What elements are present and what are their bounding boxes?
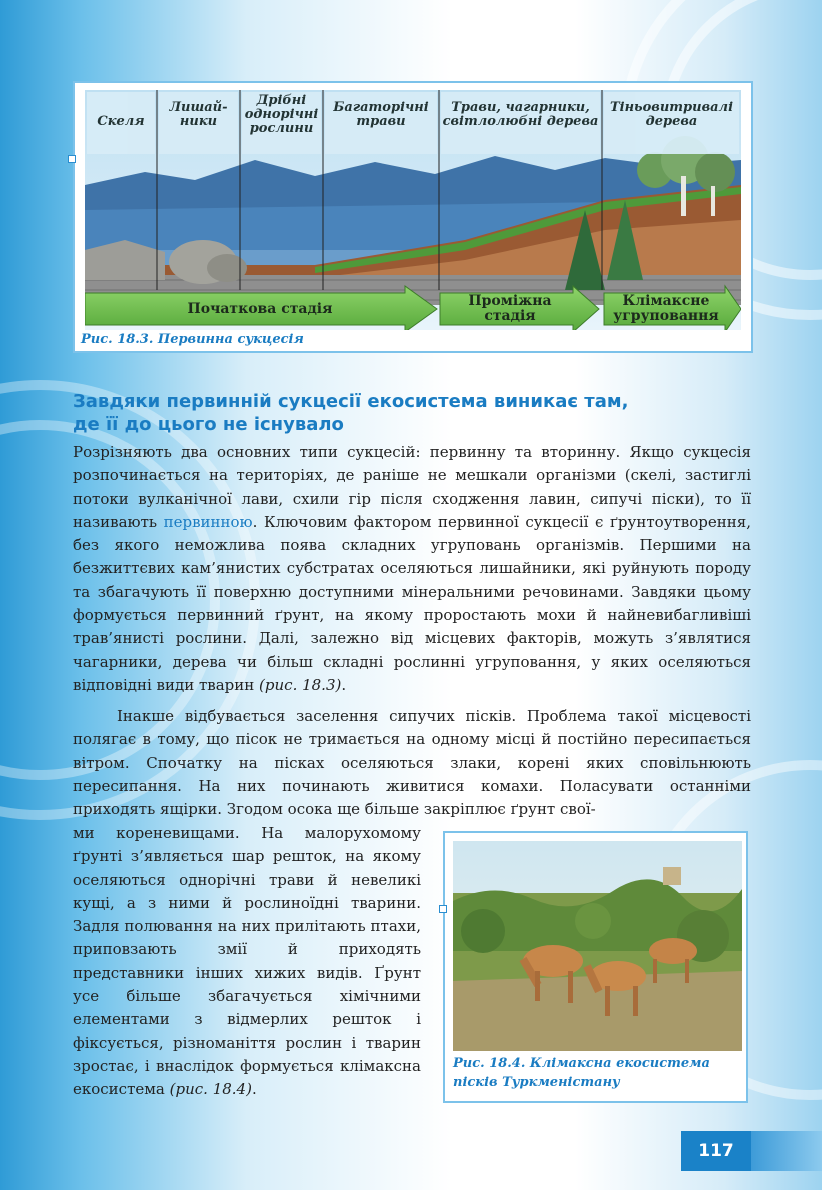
paragraph-text: . xyxy=(341,675,347,694)
stage-label-rock: Скеля xyxy=(97,114,145,129)
figure-caption: Рис. 18.3. Первинна сукцесія xyxy=(81,332,304,347)
paragraph-sand-succession xyxy=(73,705,751,821)
paragraph-sand-succession-continued xyxy=(73,822,421,1102)
phase-climax: Клімаксне угруповання xyxy=(613,293,719,324)
figure-reference: (рис. 18.4) xyxy=(169,1080,252,1099)
phase-intermediate: Проміжна стадія xyxy=(468,293,552,324)
figure-handle xyxy=(68,155,76,163)
stage-label-shade-tolerant-trees: Тіньовитривалі дерева xyxy=(609,100,734,129)
succession-illustration xyxy=(85,90,741,330)
stage-label-small-annuals: Дрібні однорічні рослини xyxy=(244,93,319,136)
paragraph-text: ми кореневищами. На малорухомому ґрунті з’являється шар решток, на якому оселяються однорічні трави й невеликі кущі, а з ними й рослиноїдні тварини. Задля полювання на них прилітають птахи, приповзають змії й приходять представники інших хижих видів. Ґрунт усе більше збагачується хімічними елементами з відмерлих решток і фіксується, різноманіття рослин і тварин зростає, і внаслідок формується клімаксна екосистема xyxy=(73,824,421,1099)
figure-primary-succession xyxy=(73,81,753,353)
page-number: 117 xyxy=(681,1131,751,1171)
paragraph-text: Розрізняють два основних типи сукцесій: первинну та вторинну. Якщо сукцесія розпочинається на територіях, де раніше не мешкали організми (скелі, застиглі потоки вулканічної лави, схили гір після сходження лавин, сипучі піски), то її називають xyxy=(73,443,751,531)
stage-label-perennial-grasses: Багаторічні трави xyxy=(333,100,429,129)
figure-caption: Рис. 18.4. Клімаксна екосистема пісків Туркменістану xyxy=(453,1056,710,1090)
page-number-bar xyxy=(751,1131,822,1171)
stage-label-shrubs-trees: Трави, чагарники, світлолюбні дерева xyxy=(442,100,599,129)
figure-handle xyxy=(439,905,447,913)
stage-label-lichens: Лишай- ники xyxy=(169,100,228,129)
paragraph-text: Інакше відбувається заселення сипучих пісків. Проблема такої місцевості полягає в тому, що пісок не тримається на одному місці й постійно пересипається вітром. Спочатку на пісках оселяються злаки, корені яких сповільнюють пересипання. На них починають живитися комахи. Поласувати останніми приходять ящірки. Згодом осока ще більше закріплює ґрунт свої- xyxy=(73,707,751,819)
camels-photo xyxy=(453,841,742,1051)
paragraph-text: . Ключовим фактором первинної сукцесії є ґрунтоутворення, без якого неможлива поява складних угруповань організмів. Першими на безжиттєвих кам’янистих субстратах оселяються лишайники, які руйнують породу та збагачують її поверхню доступними мінеральними речовинами. Завдяки цьому формується первинний ґрунт, на якому проростають мохи й найневибагливіші трав’янисті рослини. Далі, залежно від місцевих факторів, можуть з’являтися чагарники, дерева чи більш складні рослинні угруповання, у яких оселяються відповідні види тварин xyxy=(73,512,751,694)
paragraph-primary-succession xyxy=(73,441,751,697)
phase-initial: Початкова стадія xyxy=(187,301,333,317)
figure-climax-ecosystem xyxy=(443,831,748,1103)
section-heading: Завдяки первинній сукцесії екосистема виникає там, де її до цього не існувало xyxy=(73,391,629,435)
paragraph-text: . xyxy=(251,1080,257,1099)
term-primary: первинною xyxy=(163,512,253,531)
figure-reference: (рис. 18.3) xyxy=(259,675,342,694)
